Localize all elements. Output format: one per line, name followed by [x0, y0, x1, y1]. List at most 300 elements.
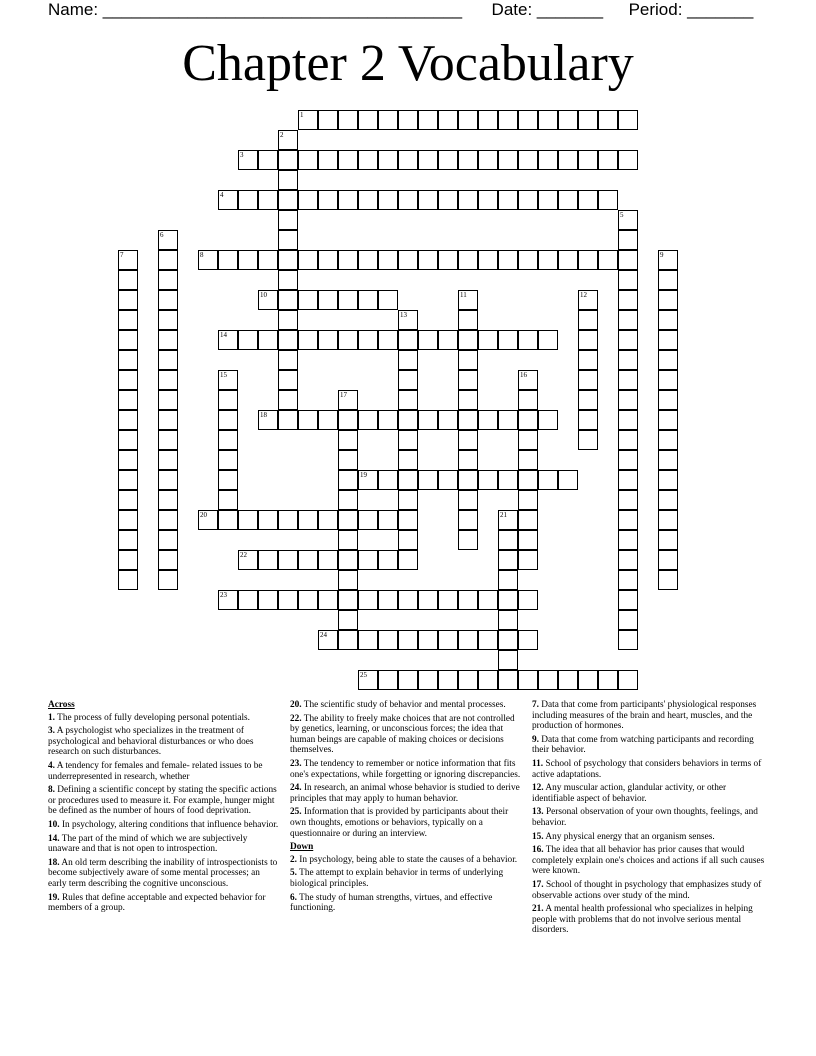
grid-cell[interactable]: [238, 250, 258, 270]
grid-cell[interactable]: [498, 610, 518, 630]
grid-cell[interactable]: [618, 270, 638, 290]
grid-cell[interactable]: [398, 670, 418, 690]
grid-cell[interactable]: [618, 590, 638, 610]
grid-cell[interactable]: [158, 230, 178, 250]
grid-cell[interactable]: [278, 210, 298, 230]
grid-cell[interactable]: [358, 470, 378, 490]
grid-cell[interactable]: [578, 250, 598, 270]
grid-cell[interactable]: [518, 670, 538, 690]
grid-cell[interactable]: [358, 630, 378, 650]
grid-cell[interactable]: [518, 410, 538, 430]
grid-cell[interactable]: [158, 330, 178, 350]
grid-cell[interactable]: [658, 450, 678, 470]
grid-cell[interactable]: [158, 250, 178, 270]
grid-cell[interactable]: [578, 330, 598, 350]
grid-cell[interactable]: [218, 470, 238, 490]
grid-cell[interactable]: [578, 150, 598, 170]
grid-cell[interactable]: [298, 590, 318, 610]
grid-cell[interactable]: [278, 370, 298, 390]
grid-cell[interactable]: [398, 110, 418, 130]
grid-cell[interactable]: [418, 330, 438, 350]
grid-cell[interactable]: [218, 190, 238, 210]
grid-cell[interactable]: [478, 410, 498, 430]
grid-cell[interactable]: [358, 510, 378, 530]
grid-cell[interactable]: [218, 590, 238, 610]
grid-cell[interactable]: [518, 470, 538, 490]
grid-cell[interactable]: [338, 250, 358, 270]
grid-cell[interactable]: [458, 330, 478, 350]
grid-cell[interactable]: [538, 670, 558, 690]
grid-cell[interactable]: [158, 370, 178, 390]
grid-cell[interactable]: [438, 590, 458, 610]
grid-cell[interactable]: [438, 670, 458, 690]
grid-cell[interactable]: [338, 430, 358, 450]
grid-cell[interactable]: [118, 530, 138, 550]
grid-cell[interactable]: [478, 470, 498, 490]
grid-cell[interactable]: [438, 330, 458, 350]
grid-cell[interactable]: [338, 590, 358, 610]
grid-cell[interactable]: [338, 570, 358, 590]
grid-cell[interactable]: [338, 110, 358, 130]
grid-cell[interactable]: [278, 130, 298, 150]
grid-cell[interactable]: [378, 330, 398, 350]
grid-cell[interactable]: [498, 150, 518, 170]
grid-cell[interactable]: [518, 550, 538, 570]
grid-cell[interactable]: [518, 490, 538, 510]
grid-cell[interactable]: [398, 310, 418, 330]
grid-cell[interactable]: [618, 610, 638, 630]
grid-cell[interactable]: [378, 290, 398, 310]
grid-cell[interactable]: [318, 190, 338, 210]
grid-cell[interactable]: [238, 590, 258, 610]
grid-cell[interactable]: [558, 250, 578, 270]
grid-cell[interactable]: [118, 510, 138, 530]
grid-cell[interactable]: [658, 390, 678, 410]
grid-cell[interactable]: [458, 510, 478, 530]
grid-cell[interactable]: [358, 290, 378, 310]
grid-cell[interactable]: [458, 410, 478, 430]
grid-cell[interactable]: [338, 450, 358, 470]
grid-cell[interactable]: [338, 150, 358, 170]
grid-cell[interactable]: [338, 390, 358, 410]
grid-cell[interactable]: [158, 350, 178, 370]
grid-cell[interactable]: [298, 250, 318, 270]
grid-cell[interactable]: [158, 270, 178, 290]
grid-cell[interactable]: [458, 450, 478, 470]
grid-cell[interactable]: [318, 290, 338, 310]
grid-cell[interactable]: [338, 630, 358, 650]
grid-cell[interactable]: [118, 310, 138, 330]
grid-cell[interactable]: [498, 530, 518, 550]
grid-cell[interactable]: [398, 530, 418, 550]
grid-cell[interactable]: [238, 330, 258, 350]
grid-cell[interactable]: [478, 330, 498, 350]
grid-cell[interactable]: [518, 510, 538, 530]
grid-cell[interactable]: [418, 670, 438, 690]
grid-cell[interactable]: [618, 570, 638, 590]
grid-cell[interactable]: [618, 390, 638, 410]
grid-cell[interactable]: [518, 110, 538, 130]
grid-cell[interactable]: [518, 390, 538, 410]
grid-cell[interactable]: [258, 550, 278, 570]
grid-cell[interactable]: [598, 190, 618, 210]
grid-cell[interactable]: [158, 310, 178, 330]
grid-cell[interactable]: [418, 150, 438, 170]
grid-cell[interactable]: [498, 110, 518, 130]
grid-cell[interactable]: [418, 250, 438, 270]
grid-cell[interactable]: [658, 270, 678, 290]
grid-cell[interactable]: [318, 250, 338, 270]
grid-cell[interactable]: [298, 290, 318, 310]
grid-cell[interactable]: [478, 190, 498, 210]
grid-cell[interactable]: [658, 510, 678, 530]
grid-cell[interactable]: [118, 490, 138, 510]
grid-cell[interactable]: [458, 490, 478, 510]
grid-cell[interactable]: [498, 650, 518, 670]
grid-cell[interactable]: [458, 390, 478, 410]
grid-cell[interactable]: [398, 630, 418, 650]
grid-cell[interactable]: [318, 630, 338, 650]
grid-cell[interactable]: [378, 190, 398, 210]
grid-cell[interactable]: [398, 550, 418, 570]
date-field[interactable]: Date: _______: [491, 0, 604, 19]
grid-cell[interactable]: [518, 590, 538, 610]
grid-cell[interactable]: [278, 550, 298, 570]
grid-cell[interactable]: [458, 110, 478, 130]
grid-cell[interactable]: [658, 250, 678, 270]
grid-cell[interactable]: [398, 590, 418, 610]
grid-cell[interactable]: [398, 450, 418, 470]
grid-cell[interactable]: [498, 630, 518, 650]
grid-cell[interactable]: [398, 370, 418, 390]
grid-cell[interactable]: [618, 490, 638, 510]
grid-cell[interactable]: [598, 670, 618, 690]
grid-cell[interactable]: [258, 150, 278, 170]
grid-cell[interactable]: [258, 410, 278, 430]
grid-cell[interactable]: [618, 470, 638, 490]
grid-cell[interactable]: [498, 550, 518, 570]
grid-cell[interactable]: [118, 570, 138, 590]
grid-cell[interactable]: [578, 190, 598, 210]
grid-cell[interactable]: [578, 310, 598, 330]
grid-cell[interactable]: [338, 610, 358, 630]
grid-cell[interactable]: [118, 390, 138, 410]
name-field[interactable]: Name: ______________________________________: [48, 0, 463, 19]
grid-cell[interactable]: [458, 310, 478, 330]
grid-cell[interactable]: [658, 570, 678, 590]
grid-cell[interactable]: [318, 330, 338, 350]
grid-cell[interactable]: [618, 450, 638, 470]
grid-cell[interactable]: [458, 590, 478, 610]
grid-cell[interactable]: [618, 210, 638, 230]
grid-cell[interactable]: [278, 310, 298, 330]
grid-cell[interactable]: [618, 290, 638, 310]
grid-cell[interactable]: [598, 150, 618, 170]
grid-cell[interactable]: [518, 530, 538, 550]
grid-cell[interactable]: [278, 170, 298, 190]
grid-cell[interactable]: [458, 250, 478, 270]
grid-cell[interactable]: [498, 590, 518, 610]
grid-cell[interactable]: [338, 510, 358, 530]
grid-cell[interactable]: [238, 150, 258, 170]
grid-cell[interactable]: [398, 150, 418, 170]
grid-cell[interactable]: [518, 630, 538, 650]
grid-cell[interactable]: [158, 390, 178, 410]
grid-cell[interactable]: [618, 510, 638, 530]
grid-cell[interactable]: [318, 150, 338, 170]
grid-cell[interactable]: [558, 470, 578, 490]
grid-cell[interactable]: [538, 150, 558, 170]
grid-cell[interactable]: [658, 410, 678, 430]
grid-cell[interactable]: [398, 410, 418, 430]
grid-cell[interactable]: [458, 290, 478, 310]
grid-cell[interactable]: [518, 370, 538, 390]
grid-cell[interactable]: [358, 330, 378, 350]
grid-cell[interactable]: [158, 470, 178, 490]
grid-cell[interactable]: [618, 670, 638, 690]
grid-cell[interactable]: [658, 550, 678, 570]
grid-cell[interactable]: [618, 350, 638, 370]
grid-cell[interactable]: [578, 430, 598, 450]
grid-cell[interactable]: [418, 470, 438, 490]
grid-cell[interactable]: [398, 490, 418, 510]
grid-cell[interactable]: [278, 250, 298, 270]
grid-cell[interactable]: [538, 410, 558, 430]
grid-cell[interactable]: [478, 150, 498, 170]
grid-cell[interactable]: [278, 290, 298, 310]
grid-cell[interactable]: [438, 190, 458, 210]
grid-cell[interactable]: [338, 530, 358, 550]
grid-cell[interactable]: [398, 390, 418, 410]
grid-cell[interactable]: [538, 250, 558, 270]
grid-cell[interactable]: [378, 250, 398, 270]
grid-cell[interactable]: [338, 550, 358, 570]
grid-cell[interactable]: [238, 510, 258, 530]
grid-cell[interactable]: [498, 250, 518, 270]
grid-cell[interactable]: [338, 190, 358, 210]
grid-cell[interactable]: [358, 550, 378, 570]
grid-cell[interactable]: [318, 410, 338, 430]
grid-cell[interactable]: [498, 190, 518, 210]
grid-cell[interactable]: [218, 430, 238, 450]
grid-cell[interactable]: [218, 510, 238, 530]
grid-cell[interactable]: [118, 350, 138, 370]
period-field[interactable]: Period: _______: [628, 0, 754, 19]
grid-cell[interactable]: [398, 190, 418, 210]
grid-cell[interactable]: [218, 450, 238, 470]
grid-cell[interactable]: [258, 590, 278, 610]
grid-cell[interactable]: [278, 410, 298, 430]
grid-cell[interactable]: [518, 430, 538, 450]
grid-cell[interactable]: [518, 250, 538, 270]
grid-cell[interactable]: [338, 470, 358, 490]
grid-cell[interactable]: [498, 570, 518, 590]
grid-cell[interactable]: [478, 250, 498, 270]
grid-cell[interactable]: [558, 150, 578, 170]
grid-cell[interactable]: [218, 390, 238, 410]
grid-cell[interactable]: [518, 450, 538, 470]
grid-cell[interactable]: [378, 590, 398, 610]
grid-cell[interactable]: [358, 110, 378, 130]
grid-cell[interactable]: [358, 590, 378, 610]
grid-cell[interactable]: [218, 370, 238, 390]
grid-cell[interactable]: [458, 630, 478, 650]
grid-cell[interactable]: [358, 670, 378, 690]
grid-cell[interactable]: [658, 490, 678, 510]
grid-cell[interactable]: [338, 490, 358, 510]
grid-cell[interactable]: [258, 250, 278, 270]
grid-cell[interactable]: [618, 310, 638, 330]
grid-cell[interactable]: [578, 390, 598, 410]
grid-cell[interactable]: [518, 190, 538, 210]
grid-cell[interactable]: [258, 190, 278, 210]
grid-cell[interactable]: [278, 230, 298, 250]
grid-cell[interactable]: [618, 530, 638, 550]
grid-cell[interactable]: [378, 630, 398, 650]
grid-cell[interactable]: [118, 410, 138, 430]
grid-cell[interactable]: [218, 410, 238, 430]
grid-cell[interactable]: [118, 290, 138, 310]
grid-cell[interactable]: [578, 290, 598, 310]
grid-cell[interactable]: [498, 670, 518, 690]
grid-cell[interactable]: [278, 350, 298, 370]
grid-cell[interactable]: [538, 470, 558, 490]
grid-cell[interactable]: [438, 630, 458, 650]
grid-cell[interactable]: [418, 590, 438, 610]
grid-cell[interactable]: [218, 330, 238, 350]
grid-cell[interactable]: [358, 410, 378, 430]
grid-cell[interactable]: [378, 150, 398, 170]
grid-cell[interactable]: [618, 430, 638, 450]
grid-cell[interactable]: [378, 670, 398, 690]
grid-cell[interactable]: [418, 410, 438, 430]
grid-cell[interactable]: [258, 510, 278, 530]
grid-cell[interactable]: [158, 450, 178, 470]
grid-cell[interactable]: [618, 230, 638, 250]
grid-cell[interactable]: [578, 350, 598, 370]
grid-cell[interactable]: [358, 150, 378, 170]
grid-cell[interactable]: [398, 250, 418, 270]
grid-cell[interactable]: [418, 630, 438, 650]
grid-cell[interactable]: [298, 190, 318, 210]
grid-cell[interactable]: [478, 590, 498, 610]
grid-cell[interactable]: [458, 530, 478, 550]
grid-cell[interactable]: [458, 430, 478, 450]
grid-cell[interactable]: [278, 390, 298, 410]
grid-cell[interactable]: [618, 630, 638, 650]
grid-cell[interactable]: [298, 330, 318, 350]
grid-cell[interactable]: [218, 490, 238, 510]
grid-cell[interactable]: [538, 110, 558, 130]
grid-cell[interactable]: [278, 590, 298, 610]
grid-cell[interactable]: [378, 110, 398, 130]
grid-cell[interactable]: [298, 510, 318, 530]
grid-cell[interactable]: [298, 550, 318, 570]
grid-cell[interactable]: [118, 270, 138, 290]
grid-cell[interactable]: [118, 450, 138, 470]
grid-cell[interactable]: [278, 270, 298, 290]
grid-cell[interactable]: [398, 430, 418, 450]
grid-cell[interactable]: [158, 490, 178, 510]
grid-cell[interactable]: [378, 550, 398, 570]
grid-cell[interactable]: [618, 110, 638, 130]
grid-cell[interactable]: [438, 470, 458, 490]
grid-cell[interactable]: [658, 530, 678, 550]
grid-cell[interactable]: [498, 470, 518, 490]
grid-cell[interactable]: [158, 510, 178, 530]
grid-cell[interactable]: [618, 330, 638, 350]
grid-cell[interactable]: [158, 570, 178, 590]
grid-cell[interactable]: [438, 410, 458, 430]
grid-cell[interactable]: [578, 670, 598, 690]
grid-cell[interactable]: [478, 630, 498, 650]
grid-cell[interactable]: [298, 150, 318, 170]
grid-cell[interactable]: [618, 150, 638, 170]
grid-cell[interactable]: [258, 290, 278, 310]
grid-cell[interactable]: [158, 530, 178, 550]
grid-cell[interactable]: [458, 150, 478, 170]
grid-cell[interactable]: [598, 110, 618, 130]
grid-cell[interactable]: [558, 190, 578, 210]
grid-cell[interactable]: [658, 310, 678, 330]
grid-cell[interactable]: [538, 330, 558, 350]
grid-cell[interactable]: [458, 370, 478, 390]
grid-cell[interactable]: [498, 330, 518, 350]
grid-cell[interactable]: [458, 670, 478, 690]
grid-cell[interactable]: [158, 290, 178, 310]
grid-cell[interactable]: [498, 510, 518, 530]
grid-cell[interactable]: [418, 110, 438, 130]
grid-cell[interactable]: [198, 510, 218, 530]
grid-cell[interactable]: [118, 430, 138, 450]
grid-cell[interactable]: [338, 330, 358, 350]
grid-cell[interactable]: [118, 550, 138, 570]
grid-cell[interactable]: [398, 510, 418, 530]
grid-cell[interactable]: [318, 590, 338, 610]
grid-cell[interactable]: [278, 150, 298, 170]
grid-cell[interactable]: [658, 330, 678, 350]
grid-cell[interactable]: [338, 290, 358, 310]
grid-cell[interactable]: [658, 430, 678, 450]
grid-cell[interactable]: [418, 190, 438, 210]
grid-cell[interactable]: [558, 110, 578, 130]
grid-cell[interactable]: [438, 250, 458, 270]
grid-cell[interactable]: [458, 470, 478, 490]
grid-cell[interactable]: [658, 290, 678, 310]
grid-cell[interactable]: [498, 410, 518, 430]
grid-cell[interactable]: [398, 350, 418, 370]
grid-cell[interactable]: [278, 190, 298, 210]
grid-cell[interactable]: [118, 330, 138, 350]
grid-cell[interactable]: [338, 410, 358, 430]
grid-cell[interactable]: [258, 330, 278, 350]
grid-cell[interactable]: [578, 410, 598, 430]
grid-cell[interactable]: [218, 250, 238, 270]
grid-cell[interactable]: [398, 330, 418, 350]
grid-cell[interactable]: [398, 470, 418, 490]
grid-cell[interactable]: [658, 370, 678, 390]
grid-cell[interactable]: [158, 550, 178, 570]
grid-cell[interactable]: [478, 110, 498, 130]
grid-cell[interactable]: [238, 190, 258, 210]
grid-cell[interactable]: [358, 190, 378, 210]
grid-cell[interactable]: [318, 510, 338, 530]
grid-cell[interactable]: [578, 110, 598, 130]
grid-cell[interactable]: [438, 110, 458, 130]
grid-cell[interactable]: [118, 470, 138, 490]
grid-cell[interactable]: [118, 250, 138, 270]
grid-cell[interactable]: [358, 250, 378, 270]
